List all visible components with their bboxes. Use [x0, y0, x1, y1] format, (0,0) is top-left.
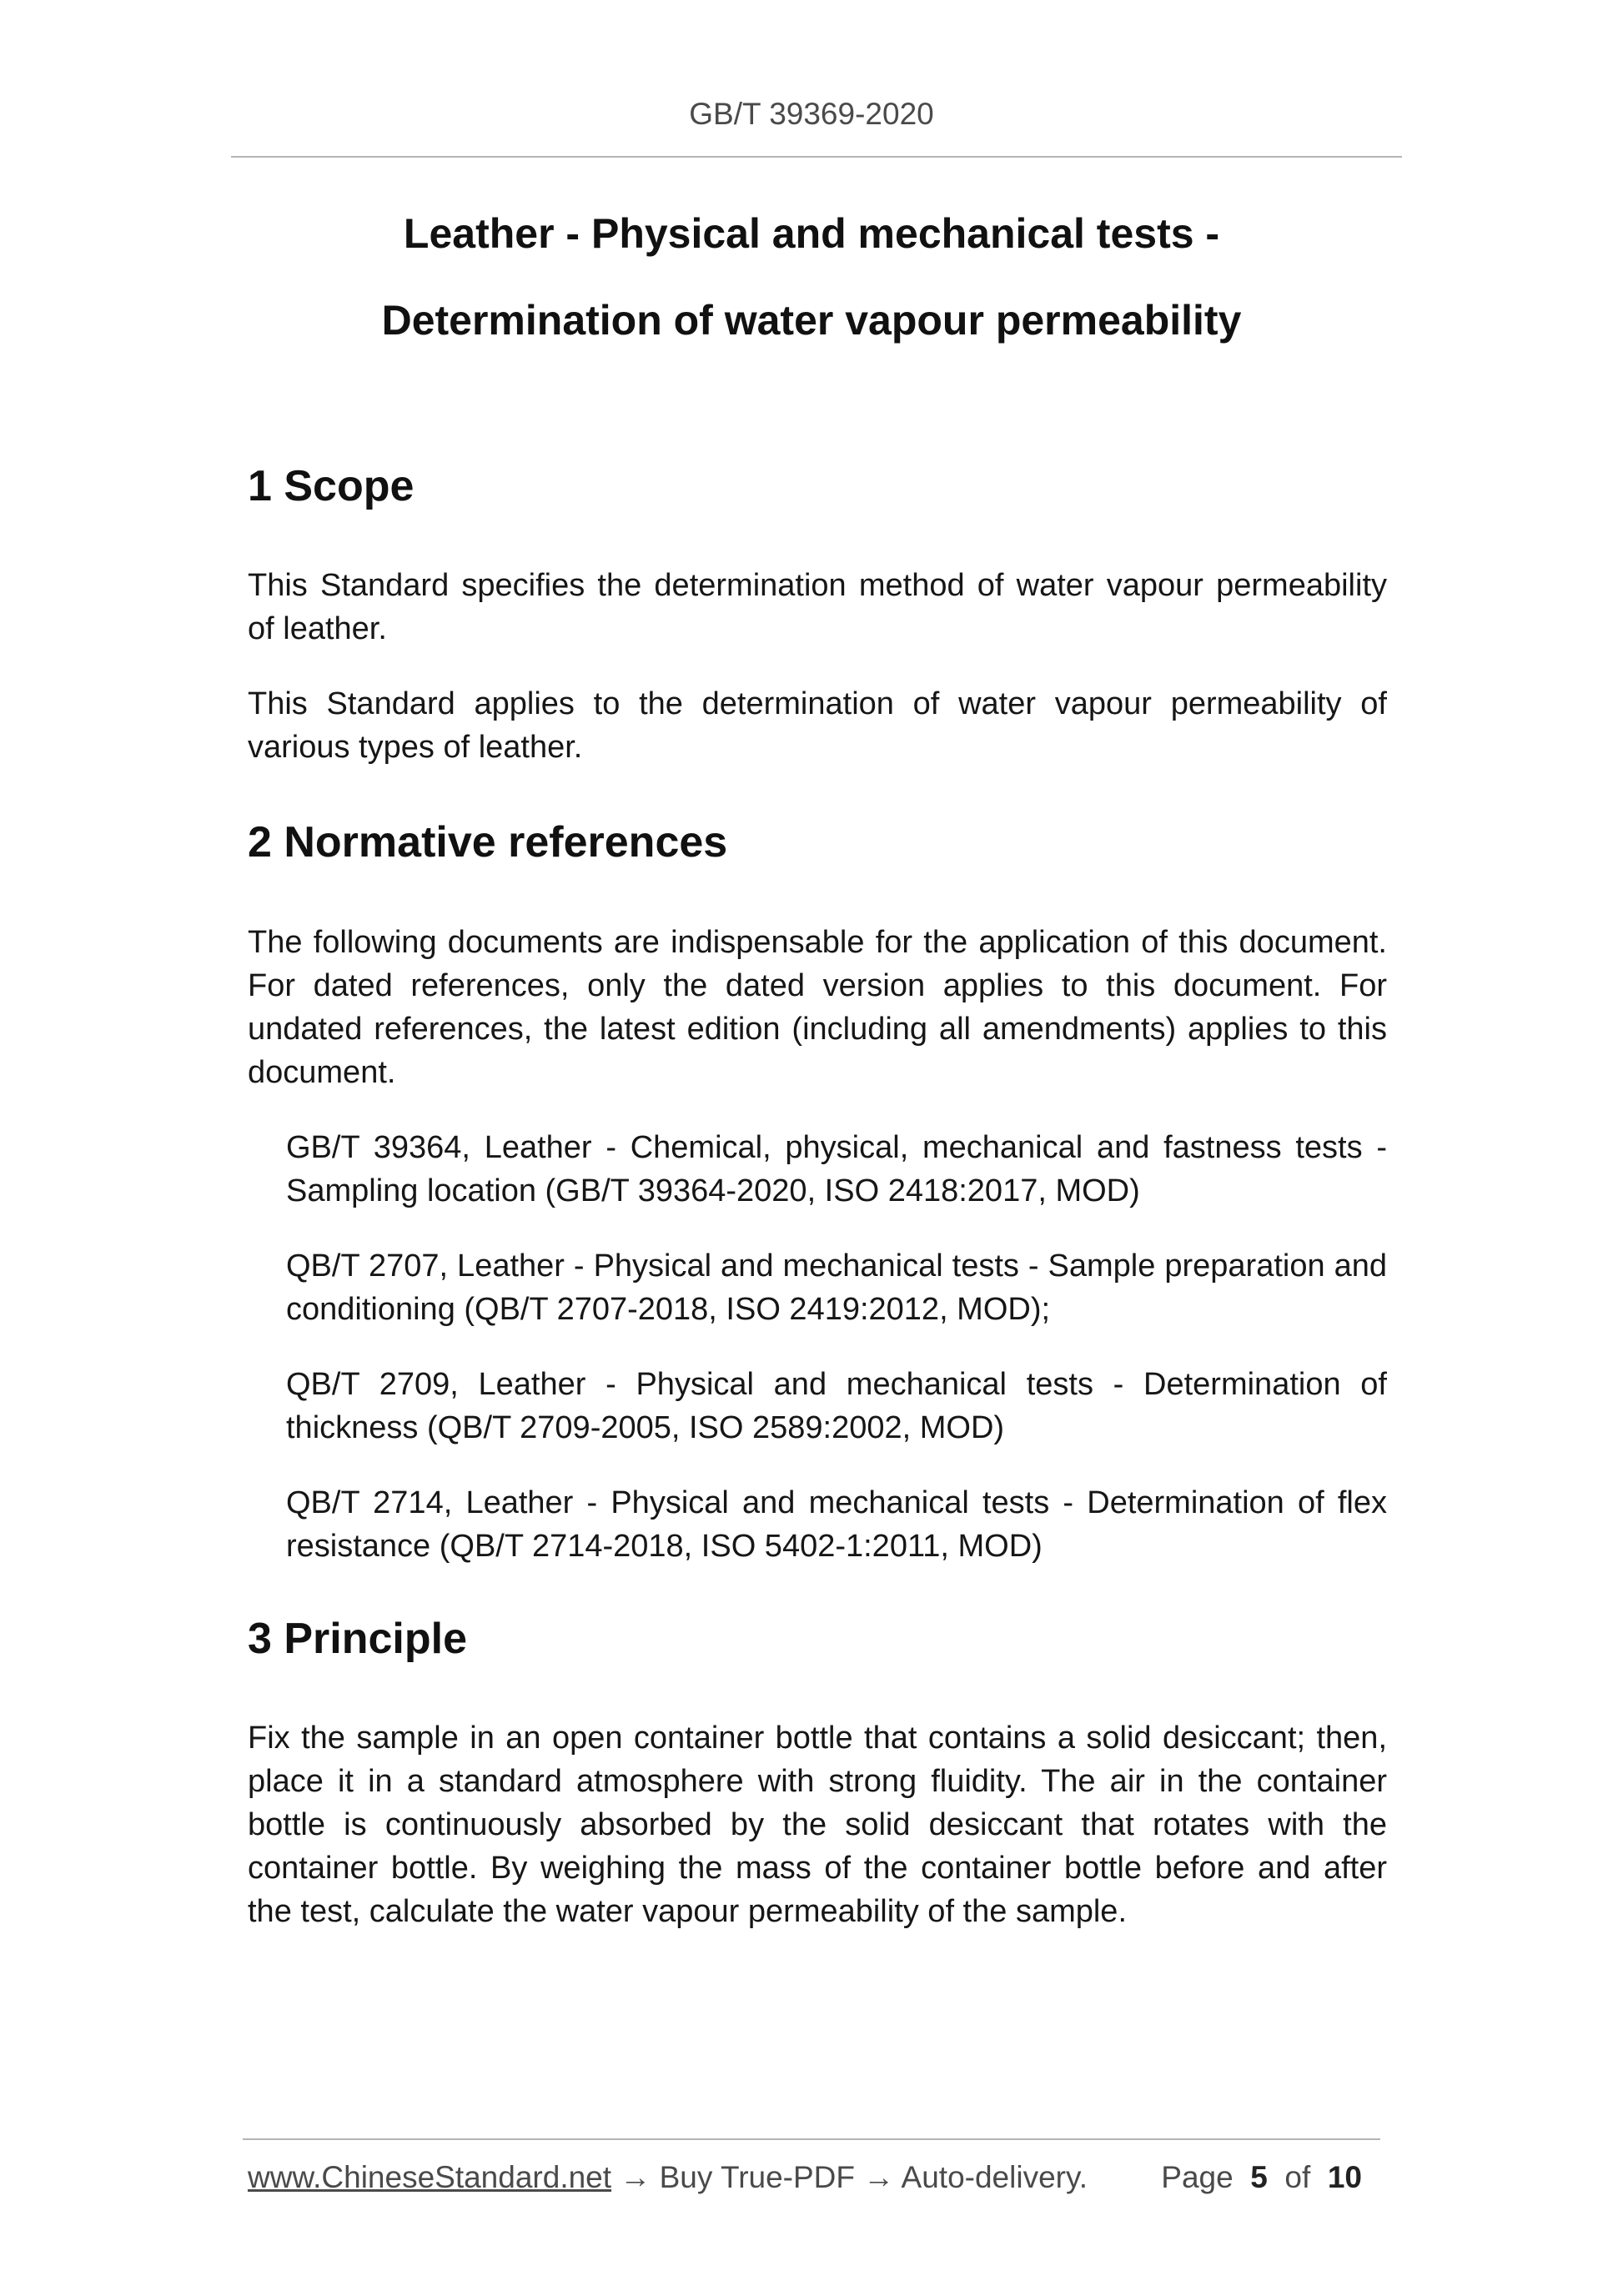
- scope-paragraph-1: This Standard specifies the determination method of water vapour permeability of leather.: [248, 568, 1387, 646]
- normative-reference-item: GB/T 39364, Leather - Chemical, physical, mechanical and fastness tests - Sampling location (GB/T 39364-2020, ISO 2418:2017, MOD): [286, 1130, 1387, 1208]
- page-header-standard-code: GB/T 39369-2020: [689, 97, 934, 131]
- page-label: Page: [1161, 2160, 1234, 2194]
- document-title-line-1: Leather - Physical and mechanical tests -: [403, 210, 1220, 257]
- footer-links: [248, 2160, 1088, 2195]
- buy-true-pdf-text: Buy True-PDF: [659, 2160, 856, 2194]
- arrow-right-icon: →: [863, 2160, 895, 2194]
- normative-intro-paragraph: The following documents are indispensable for the application of this document. For dated references, only the dated version applies to this document. For undated references, the latest edition (including all amendments) applies to this document.: [248, 925, 1387, 1090]
- normative-reference-item: QB/T 2714, Leather - Physical and mechanical tests - Determination of flex resistance (QB/T 2714-2018, ISO 5402-1:2011, MOD): [286, 1485, 1387, 1564]
- header-divider: [231, 156, 1402, 158]
- page-footer: [248, 2160, 1387, 2195]
- auto-delivery-text: Auto-delivery.: [901, 2160, 1088, 2194]
- section-heading-normative-references: 2 Normative references: [248, 818, 728, 867]
- chinesestandard-link[interactable]: www.ChineseStandard.net: [248, 2160, 612, 2194]
- section-heading-principle: 3 Principle: [248, 1615, 467, 1663]
- page-total: 10: [1327, 2160, 1362, 2194]
- scope-paragraph-2: This Standard applies to the determination of water vapour permeability of various types of leather.: [248, 686, 1387, 765]
- arrow-right-icon: →: [620, 2160, 651, 2194]
- footer-divider: [243, 2138, 1380, 2140]
- page-of-label: of: [1284, 2160, 1311, 2194]
- normative-reference-item: QB/T 2709, Leather - Physical and mechanical tests - Determination of thickness (QB/T 2709-2005, ISO 2589:2002, MOD): [286, 1367, 1387, 1445]
- page-number: [1161, 2160, 1387, 2195]
- document-title-line-2: Determination of water vapour permeability: [381, 297, 1242, 344]
- normative-reference-item: QB/T 2707, Leather - Physical and mechanical tests - Sample preparation and conditioning (QB/T 2707-2018, ISO 2419:2012, MOD);: [286, 1248, 1387, 1327]
- principle-paragraph: Fix the sample in an open container bottle that contains a solid desiccant; then, place it in a standard atmosphere with strong fluidity. The air in the container bottle is continuously absorbed by the solid desiccant that rotates with the container bottle. By weighing the mass of the container bottle before and after the test, calculate the water vapour permeability of the sample.: [248, 1721, 1387, 1929]
- section-heading-scope: 1 Scope: [248, 462, 415, 510]
- page-current: 5: [1250, 2160, 1268, 2194]
